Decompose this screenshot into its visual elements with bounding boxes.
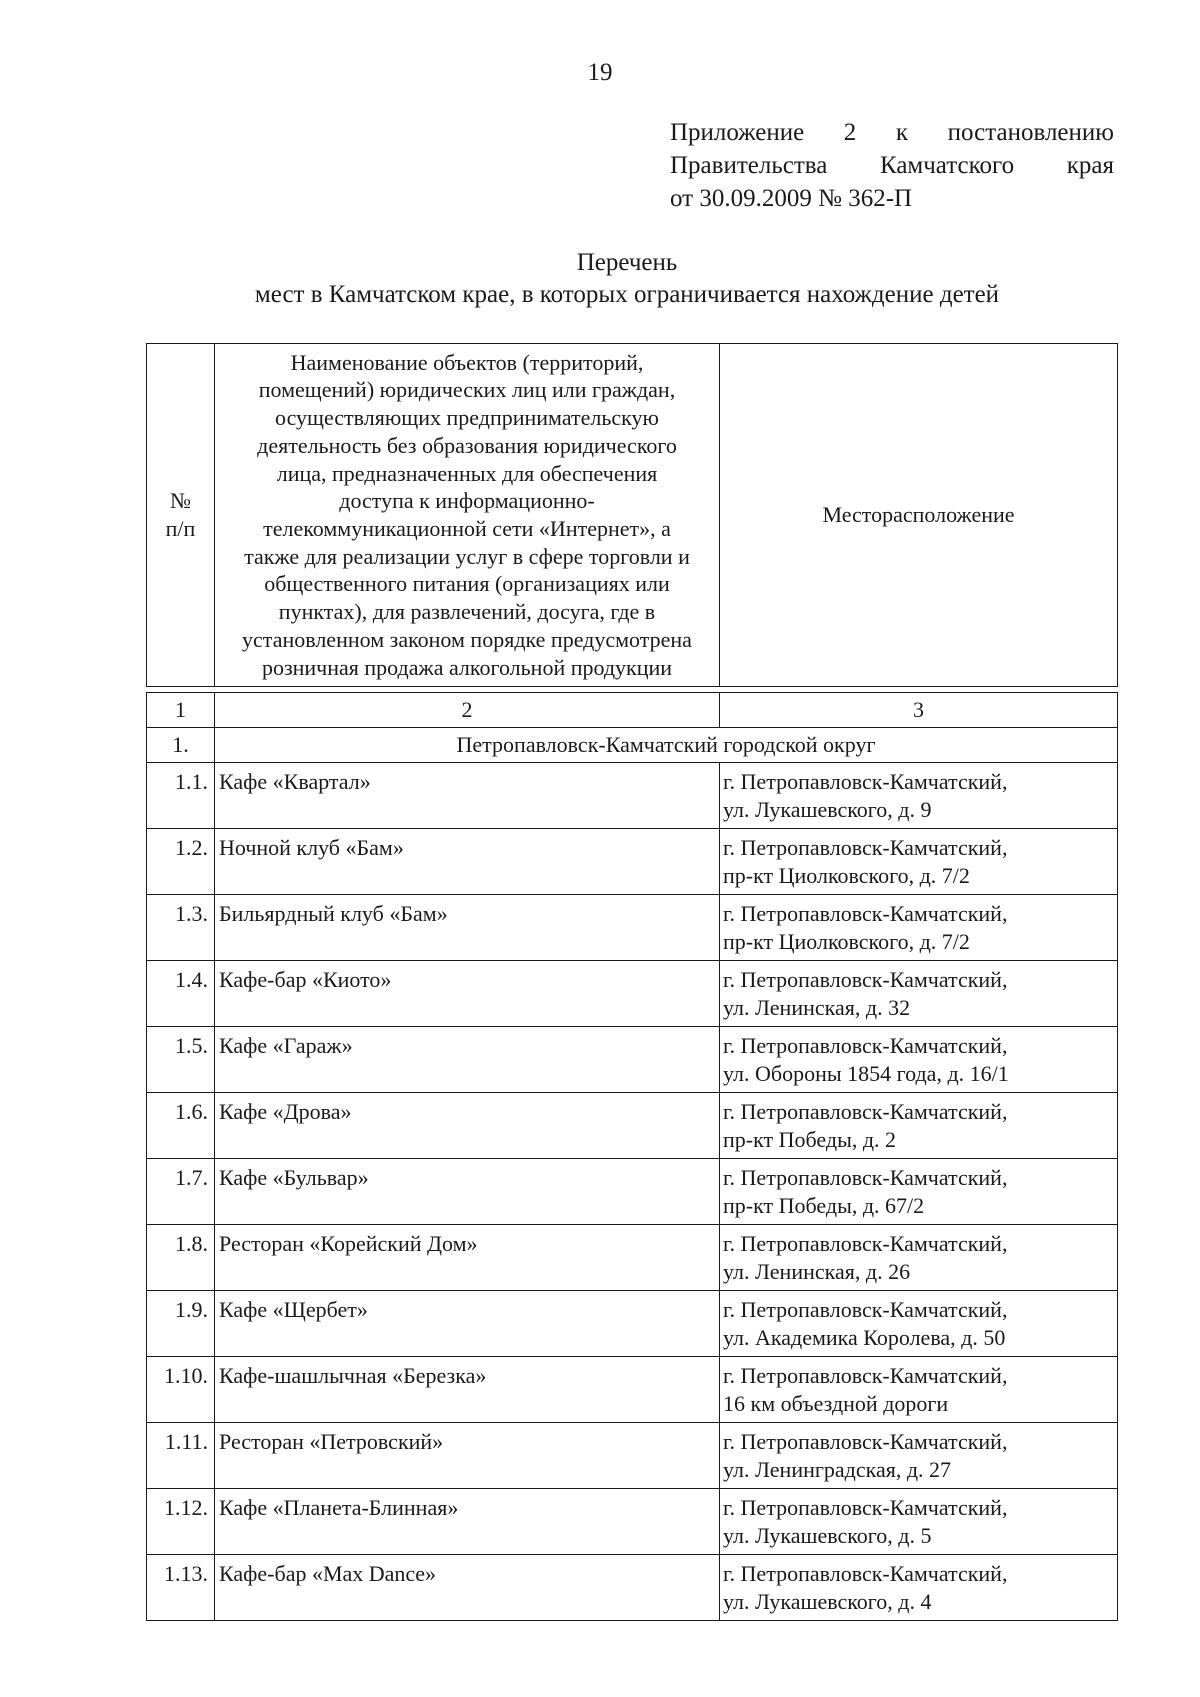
table-row bbox=[147, 1093, 1118, 1159]
object-name: Кафе «Дрова» bbox=[215, 1093, 720, 1159]
appendix-block bbox=[670, 116, 1114, 215]
object-name: Ресторан «Корейский Дом» bbox=[215, 1225, 720, 1291]
appendix-word: края bbox=[1066, 152, 1114, 179]
table-row bbox=[147, 1027, 1118, 1093]
object-location bbox=[720, 895, 1118, 961]
places-table bbox=[146, 343, 1118, 1621]
address-line: г. Петропавловск-Камчатский, bbox=[723, 769, 1008, 794]
appendix-line-3: от 30.09.2009 № 362-П bbox=[670, 185, 913, 212]
table-row bbox=[147, 1489, 1118, 1555]
header-name-line: осуществляющих предпринимательскую bbox=[275, 405, 659, 431]
address-line: г. Петропавловск-Камчатский, bbox=[723, 1561, 1008, 1586]
object-name: Бильярдный клуб «Бам» bbox=[215, 895, 720, 961]
table-header-row bbox=[147, 344, 1118, 687]
address-line: 16 км объездной дороги bbox=[723, 1390, 949, 1416]
address-line: г. Петропавловск-Камчатский, bbox=[723, 901, 1008, 926]
address-line: г. Петропавловск-Камчатский, bbox=[723, 1033, 1008, 1058]
header-name-line: пунктах), для развлечений, досуга, где в bbox=[278, 599, 656, 625]
address-line: ул. Ленинская, д. 26 bbox=[723, 1258, 911, 1284]
address-line: г. Петропавловск-Камчатский, bbox=[723, 967, 1008, 992]
address-line: пр-кт Победы, д. 2 bbox=[723, 1126, 897, 1152]
object-location bbox=[720, 1291, 1118, 1357]
address-line: пр-кт Циолковского, д. 7/2 bbox=[723, 928, 970, 954]
row-number: 1.1. bbox=[147, 763, 215, 829]
column-number: 1 bbox=[147, 693, 215, 728]
object-location bbox=[720, 763, 1118, 829]
row-number: 1.11. bbox=[147, 1423, 215, 1489]
appendix-word: к bbox=[895, 119, 909, 146]
column-numbers-row bbox=[147, 693, 1118, 728]
table-rows bbox=[147, 763, 1118, 1621]
object-name: Кафе «Щербет» bbox=[215, 1291, 720, 1357]
table-row bbox=[147, 1357, 1118, 1423]
row-number: 1.5. bbox=[147, 1027, 215, 1093]
appendix-word: Приложение bbox=[670, 119, 805, 146]
object-location bbox=[720, 961, 1118, 1027]
row-number: 1.6. bbox=[147, 1093, 215, 1159]
address-line: ул. Академика Королева, д. 50 bbox=[723, 1324, 1006, 1350]
object-name: Кафе «Квартал» bbox=[215, 763, 720, 829]
appendix-word: Камчатского bbox=[879, 152, 1015, 179]
address-line: г. Петропавловск-Камчатский, bbox=[723, 1165, 1008, 1190]
header-name-line: деятельность без образования юридического bbox=[257, 432, 677, 458]
row-number: 1.3. bbox=[147, 895, 215, 961]
object-name: Ночной клуб «Бам» bbox=[215, 829, 720, 895]
table-row bbox=[147, 1225, 1118, 1291]
row-number: 1.7. bbox=[147, 1159, 215, 1225]
row-number: 1.2. bbox=[147, 829, 215, 895]
object-location bbox=[720, 1027, 1118, 1093]
header-number-line: п/п bbox=[165, 516, 196, 541]
header-name-line: доступа к информационно- bbox=[339, 488, 595, 514]
object-name: Кафе «Бульвар» bbox=[215, 1159, 720, 1225]
table-row bbox=[147, 829, 1118, 895]
table-row bbox=[147, 961, 1118, 1027]
address-line: г. Петропавловск-Камчатский, bbox=[723, 1495, 1008, 1520]
section-title: Петропавловск-Камчатский городской округ bbox=[215, 728, 1118, 763]
section-number: 1. bbox=[147, 728, 215, 763]
column-number: 3 bbox=[720, 693, 1118, 728]
object-name: Кафе «Гараж» bbox=[215, 1027, 720, 1093]
header-location: Месторасположение bbox=[720, 344, 1118, 687]
object-name: Кафе-бар «Max Dance» bbox=[215, 1555, 720, 1621]
address-line: ул. Обороны 1854 года, д. 16/1 bbox=[723, 1060, 1009, 1086]
object-location bbox=[720, 1225, 1118, 1291]
header-object-name bbox=[215, 344, 720, 687]
address-line: ул. Ленинградская, д. 27 bbox=[723, 1456, 952, 1482]
header-name-line: розничная продажа алкогольной продукции bbox=[261, 654, 673, 680]
address-line: ул. Ленинская, д. 32 bbox=[723, 994, 911, 1020]
header-name-line: установленном законом порядке предусмотрена bbox=[242, 626, 692, 652]
table-row bbox=[147, 895, 1118, 961]
object-location bbox=[720, 1357, 1118, 1423]
address-line: ул. Лукашевского, д. 9 bbox=[723, 796, 932, 822]
object-name: Ресторан «Петровский» bbox=[215, 1423, 720, 1489]
page-number: 19 bbox=[587, 59, 613, 86]
object-location bbox=[720, 1093, 1118, 1159]
object-name: Кафе-бар «Киото» bbox=[215, 961, 720, 1027]
row-number: 1.13. bbox=[147, 1555, 215, 1621]
appendix-word: 2 bbox=[843, 119, 857, 146]
header-name-line: телекоммуникационной сети «Интернет», а bbox=[263, 516, 671, 541]
row-number: 1.4. bbox=[147, 961, 215, 1027]
table-row bbox=[147, 1423, 1118, 1489]
header-name-line: общественного питания (организациях или bbox=[264, 571, 670, 597]
address-line: ул. Лукашевского, д. 5 bbox=[723, 1522, 932, 1548]
address-line: г. Петропавловск-Камчатский, bbox=[723, 1231, 1008, 1256]
object-name: Кафе «Планета-Блинная» bbox=[215, 1489, 720, 1555]
address-line: г. Петропавловск-Камчатский, bbox=[723, 1363, 1008, 1388]
object-location bbox=[720, 1159, 1118, 1225]
column-number: 2 bbox=[215, 693, 720, 728]
title-line-2: мест в Камчатском крае, в которых ограничивается нахождение детей bbox=[254, 281, 1000, 308]
header-name-line: также для реализации услуг в сфере торговли и bbox=[244, 543, 690, 569]
address-line: ул. Лукашевского, д. 4 bbox=[723, 1588, 932, 1614]
appendix-line-2 bbox=[670, 149, 1114, 182]
address-line: г. Петропавловск-Камчатский, bbox=[723, 1429, 1008, 1454]
section-row bbox=[147, 728, 1118, 763]
table-row bbox=[147, 1555, 1118, 1621]
row-number: 1.10. bbox=[147, 1357, 215, 1423]
row-number: 1.9. bbox=[147, 1291, 215, 1357]
document-title bbox=[0, 247, 1200, 311]
table-row bbox=[147, 1159, 1118, 1225]
address-line: г. Петропавловск-Камчатский, bbox=[723, 1099, 1008, 1124]
object-location bbox=[720, 829, 1118, 895]
appendix-word: Правительства bbox=[670, 152, 828, 179]
object-name: Кафе-шашлычная «Березка» bbox=[215, 1357, 720, 1423]
address-line: г. Петропавловск-Камчатский, bbox=[723, 1297, 1008, 1322]
object-location bbox=[720, 1489, 1118, 1555]
address-line: пр-кт Победы, д. 67/2 bbox=[723, 1192, 925, 1218]
header-number-line: № bbox=[170, 488, 191, 514]
object-location bbox=[720, 1555, 1118, 1621]
header-name-line: лица, предназначенных для обеспечения bbox=[276, 460, 658, 486]
header-number bbox=[147, 344, 215, 687]
appendix-line-1 bbox=[670, 116, 1114, 149]
row-number: 1.12. bbox=[147, 1489, 215, 1555]
row-number: 1.8. bbox=[147, 1225, 215, 1291]
address-line: пр-кт Циолковского, д. 7/2 bbox=[723, 862, 970, 888]
appendix-word: постановлению bbox=[947, 119, 1114, 146]
title-line-1: Перечень bbox=[576, 249, 678, 276]
table-row bbox=[147, 763, 1118, 829]
header-name-line: помещений) юридических лиц или граждан, bbox=[258, 377, 676, 403]
object-location bbox=[720, 1423, 1118, 1489]
table-row bbox=[147, 1291, 1118, 1357]
header-name-line: Наименование объектов (территорий, bbox=[290, 349, 644, 375]
address-line: г. Петропавловск-Камчатский, bbox=[723, 835, 1008, 860]
